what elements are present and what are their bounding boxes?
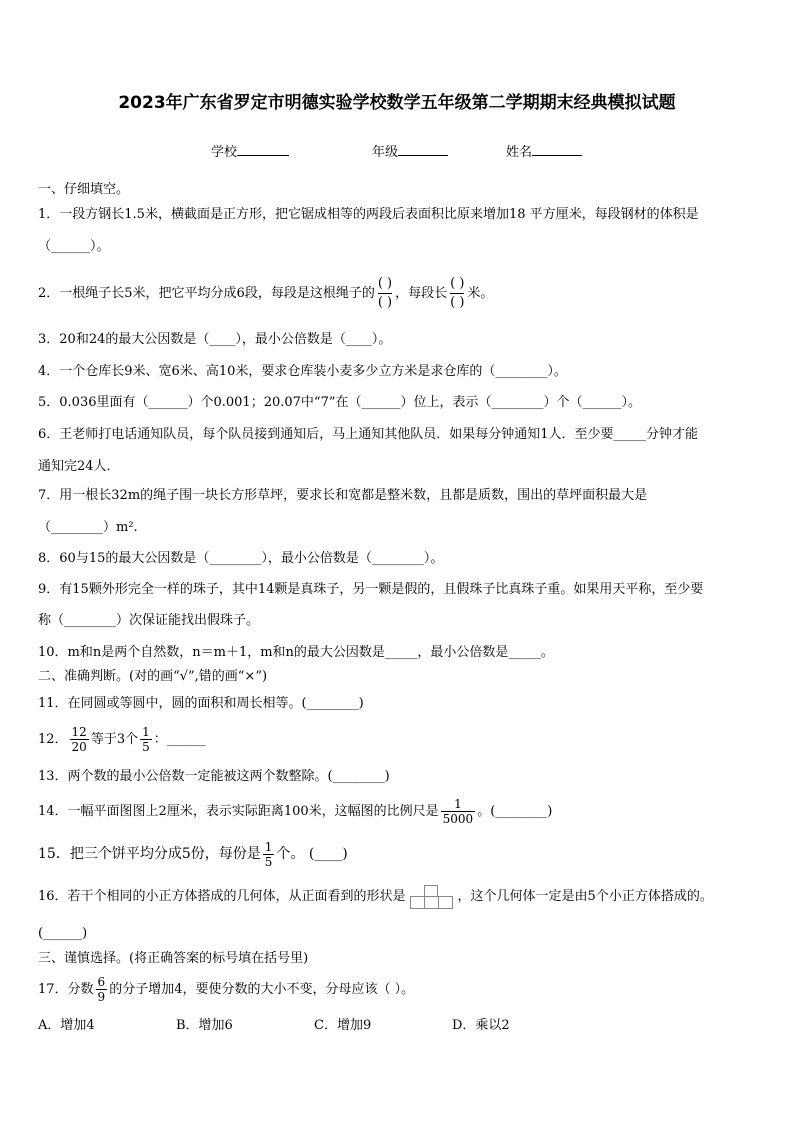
- question-9-line-1: 9．有15颗外形完全一样的珠子，其中14颗是真珠子，另一颗是假的，且假珠子比真珠子重。如果用天平称，至少要: [38, 582, 704, 597]
- question-10: 10．m和n是两个自然数，n＝m＋1，m和n的最大公因数是_____，最小公倍数是_____。: [38, 645, 554, 660]
- school-field: [211, 141, 289, 160]
- question-17-text-b: 的分子增加4，要使分数的大小不变，分母应该（ ）。: [109, 982, 415, 997]
- fraction-12-20: [70, 725, 89, 754]
- school-label: 学校: [211, 145, 238, 160]
- frac-den: 20: [71, 740, 87, 754]
- name-field: [506, 141, 582, 160]
- frac-num: 1: [454, 797, 462, 811]
- question-15-text-b: 个。 (____): [276, 846, 348, 862]
- fraction-blank-2[interactable]: [450, 275, 464, 312]
- frac-den: 5: [142, 740, 150, 754]
- question-13: 13．两个数的最小公倍数一定能被这两个数整除。(________): [38, 769, 390, 784]
- front-view-shape-icon: [410, 885, 454, 909]
- section-3-heading: 三、谨慎选择。(将正确答案的标号填在括号里): [38, 951, 309, 966]
- question-2-text-a: 2．一根绳子长5米，把它平均分成6段，每段是这根绳子的: [38, 286, 375, 301]
- question-2: [38, 270, 764, 318]
- question-9-line-2: 称（________）次保证能找出假珠子。: [38, 613, 260, 628]
- frac-den: 9: [97, 990, 106, 1004]
- page-title: 2023年广东省罗定市明德实验学校数学五年级第二学期期末经典模拟试题: [118, 93, 676, 113]
- question-6-line-1: 6．王老师打电话通知队员，每个队员接到通知后，马上通知其他队员．如果每分钟通知1人．至少要_____分钟才能: [38, 427, 699, 442]
- question-16-line-2: (______): [38, 926, 88, 941]
- school-blank[interactable]: [237, 143, 289, 156]
- question-3: 3．20和24的最大公因数是（____），最小公倍数是（____）。: [38, 332, 392, 347]
- fraction-1-5000: [441, 797, 476, 826]
- frac-num: 1: [142, 725, 150, 739]
- question-12-text-b: 等于3个: [90, 732, 139, 747]
- question-17: [38, 972, 764, 1008]
- question-4: 4．一个仓库长9米、宽6米、高10米，要求仓库装小麦多少立方米是求仓库的（________）。: [38, 364, 567, 379]
- question-17-text-a: 17．分数: [38, 982, 94, 997]
- section-2-heading: 二、准确判断。(对的画“√”,错的画“×”): [38, 669, 268, 684]
- frac-den: 5000: [442, 812, 474, 826]
- fraction-blank-1[interactable]: [378, 275, 392, 312]
- question-16-line-1: [38, 882, 764, 912]
- grade-label: 年级: [372, 145, 399, 160]
- name-blank[interactable]: [532, 143, 582, 156]
- frac-num: 6: [97, 975, 106, 989]
- question-1-line-2: （______）。: [38, 239, 110, 254]
- question-16-text-a: 16．若干个相同的小正方体搭成的几何体，从正面看到的形状是: [38, 889, 406, 904]
- frac-num: 12: [71, 725, 87, 739]
- question-15: [38, 836, 764, 872]
- frac-den: ( ): [377, 295, 393, 310]
- question-12-text-c: ：______: [153, 732, 206, 747]
- section-1-heading: 一、仔细填空。: [38, 182, 130, 197]
- fraction-1-5-b: [263, 840, 275, 869]
- fraction-1-5: [140, 725, 152, 754]
- option-a[interactable]: A．增加4: [38, 1018, 95, 1033]
- question-11: 11．在同圆或等圆中，圆的面积和周长相等。(________): [38, 696, 364, 711]
- question-6-line-2: 通知完24人．: [38, 459, 120, 474]
- question-12: [38, 722, 764, 758]
- grade-blank[interactable]: [398, 143, 448, 156]
- frac-num: ( ): [377, 276, 393, 291]
- frac-num: 1: [264, 839, 273, 854]
- frac-den: ( ): [450, 295, 465, 310]
- question-14-text-b: 。(________): [477, 804, 553, 819]
- question-7-line-2: （________）m².: [38, 520, 138, 535]
- frac-den: 5: [264, 854, 273, 869]
- question-15-text-a: 15．把三个饼平均分成5份，每份是: [38, 846, 261, 862]
- question-16-text-b: ，这个几何体一定是由5个小正方体搭成的。: [457, 889, 713, 904]
- name-label: 姓名: [506, 145, 533, 160]
- option-c[interactable]: C．增加9: [314, 1018, 372, 1033]
- frac-num: ( ): [450, 276, 465, 291]
- question-14-text-a: 14．一幅平面图图上2厘米，表示实际距离100米，这幅图的比例尺是: [38, 804, 439, 819]
- question-2-text-b: ，每段长: [395, 286, 448, 301]
- question-2-text-c: 米。: [467, 286, 494, 301]
- option-d[interactable]: D．乘以2: [452, 1018, 510, 1033]
- option-b[interactable]: B．增加6: [176, 1018, 233, 1033]
- grade-field: [372, 141, 448, 160]
- question-8: 8．60与15的最大公因数是（________），最小公倍数是（________）。: [38, 551, 444, 566]
- question-12-number: 12．: [38, 732, 68, 747]
- question-5: 5．0.036里面有（______）个0.001；20.07中“7”在（______）位上，表示（________）个（______）。: [38, 395, 641, 410]
- fraction-6-9: [96, 975, 108, 1004]
- question-1-line-1: 1．一段方钢长1.5米，横截面是正方形，把它锯成相等的两段后表面积比原来增加18 平方厘米，每段钢材的体积是: [38, 207, 699, 222]
- question-14: [38, 794, 764, 830]
- question-7-line-1: 7．用一根长32m的绳子围一块长方形草坪，要求长和宽都是整米数，且都是质数，围出的草坪面积最大是: [38, 488, 648, 503]
